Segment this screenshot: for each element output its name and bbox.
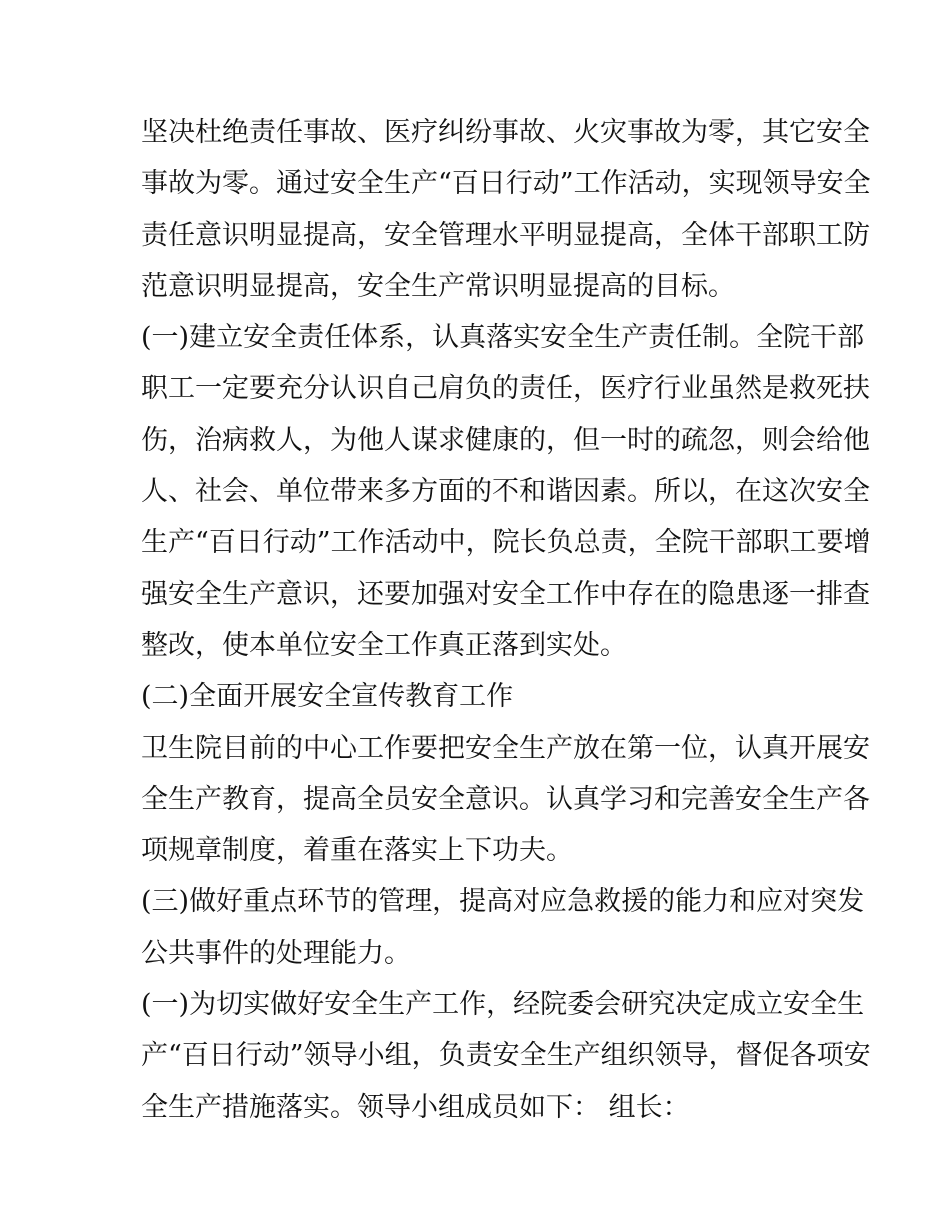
text-line: 范意识明显提高，安全生产常识明显提高的目标。 — [141, 270, 735, 302]
body-text — [141, 107, 871, 1133]
text-line: 生产“百日行动”工作活动中，院长负总责，全院干部职工要增 — [141, 527, 871, 559]
text-line: 事故为零。通过安全生产“百日行动”工作活动，实现领导安全 — [141, 168, 871, 200]
text-line: 坚决杜绝责任事故、医疗纠纷事故、火灾事故为零，其它安全 — [141, 117, 870, 148]
text-line: 项规章制度，着重在落实上下功夫。 — [141, 835, 573, 867]
text-line: (一)为切实做好安全生产工作，经院委会研究决定成立安全生 — [141, 989, 865, 1021]
text-line: 职工一定要充分认识自己肩负的责任，医疗行业虽然是救死扶 — [141, 373, 870, 405]
text-line: (三)做好重点环节的管理，提高对应急救援的能力和应对突发 — [141, 886, 865, 918]
text-line: 全生产教育，提高全员安全意识。认真学习和完善安全生产各 — [141, 783, 870, 815]
text-line: 卫生院目前的中心工作要把安全生产放在第一位，认真开展安 — [141, 732, 870, 764]
text-line: 人、社会、单位带来多方面的不和谐因素。所以，在这次安全 — [141, 476, 870, 508]
text-line: 整改，使本单位安全工作真正落到实处。 — [141, 629, 627, 661]
text-line: 公共事件的处理能力。 — [141, 937, 411, 969]
text-line: 全生产措施落实。领导小组成员如下： 组长： — [141, 1091, 690, 1123]
text-line: (二)全面开展安全宣传教育工作 — [141, 681, 514, 713]
text-line: 伤，治病救人，为他人谋求健康的，但一时的疏忽，则会给他 — [141, 424, 870, 456]
text-line: 强安全生产意识，还要加强对安全工作中存在的隐患逐一排查 — [141, 578, 870, 610]
text-line: (一)建立安全责任体系，认真落实安全生产责任制。全院干部 — [141, 322, 865, 354]
text-line: 产“百日行动”领导小组，负责安全生产组织领导，督促各项安 — [141, 1040, 871, 1072]
text-line: 责任意识明显提高，安全管理水平明显提高，全体干部职工防 — [141, 219, 870, 251]
